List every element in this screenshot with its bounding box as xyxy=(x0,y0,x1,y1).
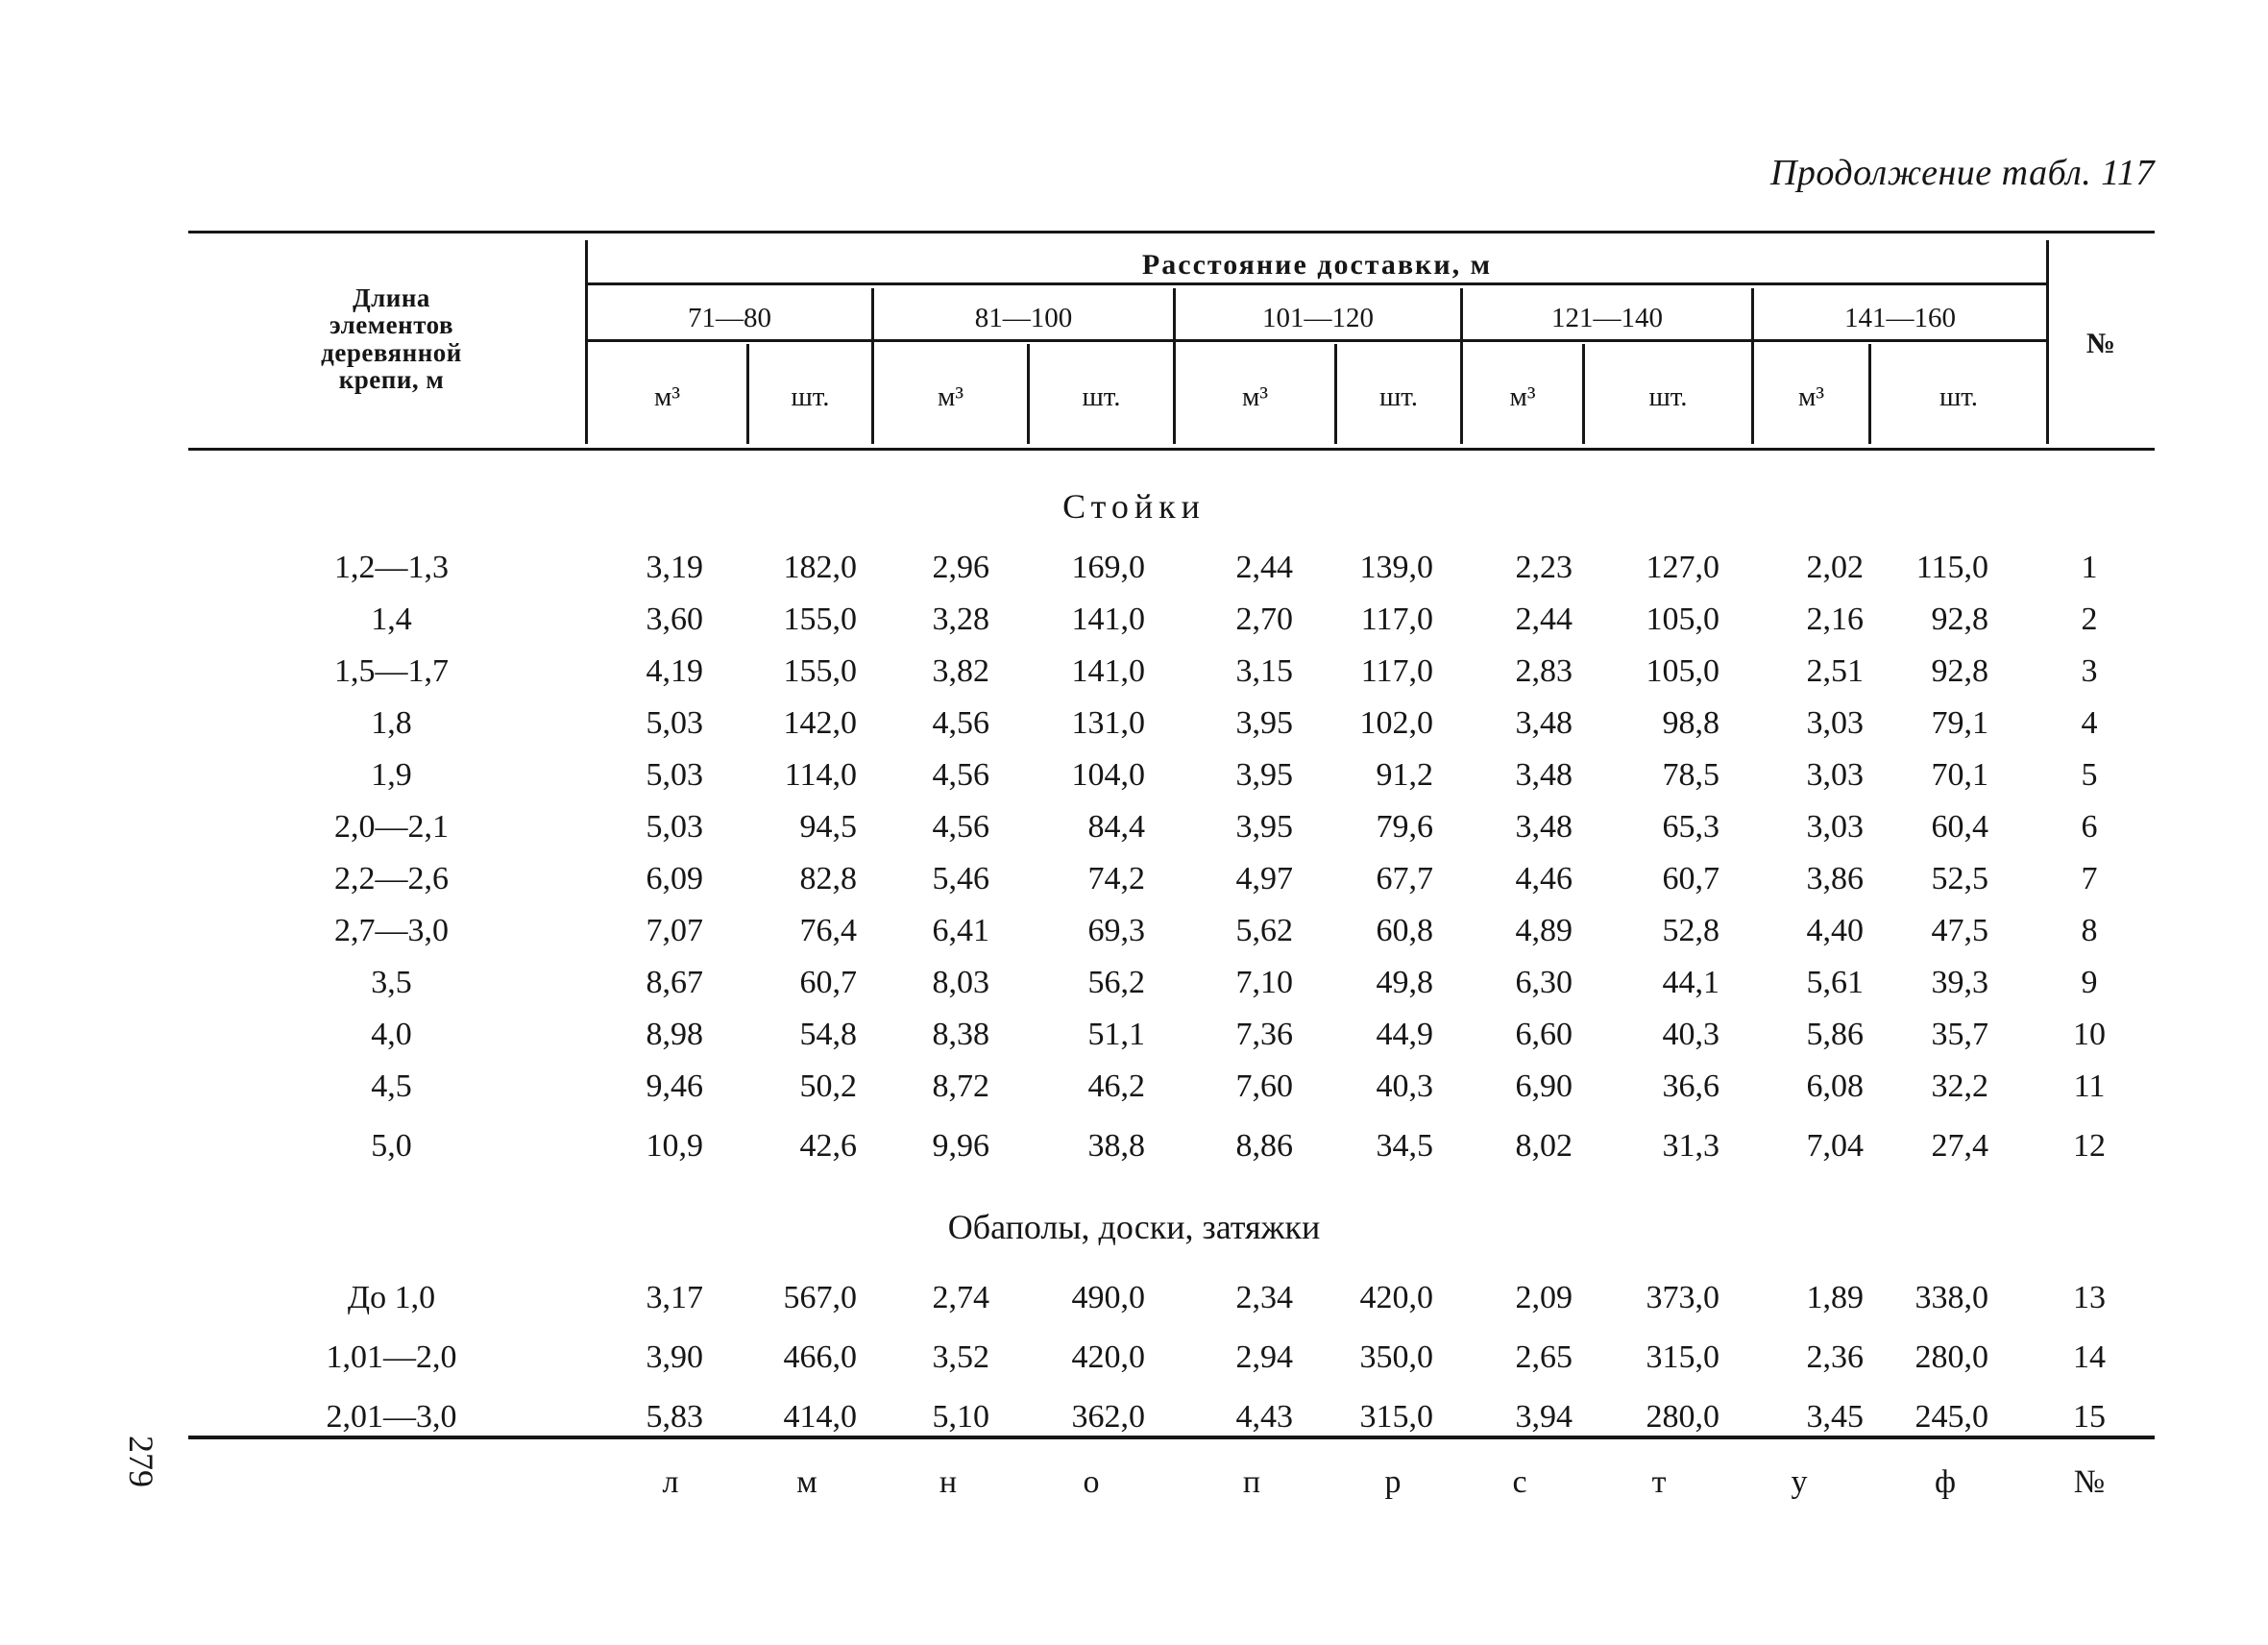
volume-m3-cell: 2,09 xyxy=(1515,1280,1573,1315)
pieces-cell: 414,0 xyxy=(783,1399,857,1435)
section-title: Стойки xyxy=(1062,487,1206,526)
volume-m3-cell: 3,48 xyxy=(1515,809,1573,845)
unit-m3: м³ xyxy=(1241,381,1269,412)
length-cell: 3,5 xyxy=(371,965,412,1000)
pieces-cell: 40,3 xyxy=(1376,1068,1433,1104)
table-row xyxy=(0,907,2268,955)
column-letter: т xyxy=(1651,1464,1667,1500)
unit-m3: м³ xyxy=(653,381,681,412)
volume-m3-cell: 6,09 xyxy=(646,861,703,896)
column-letter-number: № xyxy=(2073,1464,2106,1500)
volume-m3-cell: 3,45 xyxy=(1806,1399,1864,1435)
volume-m3-cell: 6,08 xyxy=(1806,1068,1864,1104)
pieces-cell: 127,0 xyxy=(1646,550,1719,585)
pieces-cell: 47,5 xyxy=(1931,913,1988,948)
pieces-cell: 42,6 xyxy=(799,1128,857,1164)
row-number-cell: 15 xyxy=(2073,1399,2106,1435)
volume-m3-cell: 4,97 xyxy=(1235,861,1293,896)
volume-m3-cell: 2,44 xyxy=(1515,602,1573,637)
pieces-cell: 51,1 xyxy=(1087,1017,1145,1052)
unit-pcs: шт. xyxy=(1378,381,1419,412)
table-row xyxy=(0,751,2268,799)
column-letter: о xyxy=(1083,1464,1100,1500)
length-cell: 2,2—2,6 xyxy=(334,861,449,896)
volume-m3-cell: 4,56 xyxy=(932,757,989,793)
volume-m3-cell: 4,43 xyxy=(1235,1399,1293,1435)
pieces-cell: 38,8 xyxy=(1087,1128,1145,1164)
volume-m3-cell: 4,40 xyxy=(1806,913,1864,948)
table-row xyxy=(0,1274,2268,1322)
volume-m3-cell: 2,51 xyxy=(1806,653,1864,689)
pieces-cell: 141,0 xyxy=(1071,653,1145,689)
volume-m3-cell: 6,30 xyxy=(1515,965,1573,1000)
column-letter: н xyxy=(939,1464,958,1500)
row-number-cell: 3 xyxy=(2081,653,2098,689)
length-cell: 1,2—1,3 xyxy=(334,550,449,585)
pieces-cell: 46,2 xyxy=(1087,1068,1145,1104)
table-row xyxy=(0,596,2268,644)
pieces-cell: 34,5 xyxy=(1376,1128,1433,1164)
table-row xyxy=(0,700,2268,748)
volume-m3-cell: 8,67 xyxy=(646,965,703,1000)
pieces-cell: 91,2 xyxy=(1376,757,1433,793)
pieces-cell: 82,8 xyxy=(799,861,857,896)
table-caption: Продолжение табл. 117 xyxy=(1769,153,2155,193)
volume-m3-cell: 3,03 xyxy=(1806,809,1864,845)
pieces-cell: 44,1 xyxy=(1662,965,1719,1000)
unit-pcs: шт. xyxy=(1082,381,1121,412)
volume-m3-cell: 3,90 xyxy=(646,1339,703,1375)
section-title: Обаполы, доски, затяжки xyxy=(947,1208,1321,1246)
page-number: 279 xyxy=(122,1436,160,1487)
volume-m3-cell: 3,94 xyxy=(1515,1399,1573,1435)
volume-m3-cell: 4,56 xyxy=(932,705,989,741)
pieces-cell: 362,0 xyxy=(1071,1399,1145,1435)
group-underline xyxy=(588,282,2046,285)
range-header-121-140: 121—140 xyxy=(1551,303,1663,333)
length-cell: 1,9 xyxy=(371,757,412,793)
pieces-cell: 141,0 xyxy=(1071,602,1145,637)
pieces-cell: 76,4 xyxy=(799,913,857,948)
unit-pcs: шт. xyxy=(1648,381,1688,412)
pieces-cell: 44,9 xyxy=(1376,1017,1433,1052)
volume-m3-cell: 2,70 xyxy=(1235,602,1293,637)
pieces-cell: 420,0 xyxy=(1359,1280,1433,1315)
range-underline xyxy=(588,339,2046,342)
volume-m3-cell: 3,19 xyxy=(646,550,703,585)
volume-m3-cell: 5,03 xyxy=(646,809,703,845)
table-row xyxy=(0,1334,2268,1382)
volume-m3-cell: 7,60 xyxy=(1235,1068,1293,1104)
volume-m3-cell: 3,17 xyxy=(646,1280,703,1315)
table-row xyxy=(0,959,2268,1007)
pieces-cell: 60,8 xyxy=(1376,913,1433,948)
column-letter: у xyxy=(1791,1464,1808,1500)
pieces-cell: 280,0 xyxy=(1914,1339,1988,1375)
number-column-header: № xyxy=(2085,328,2118,359)
volume-m3-cell: 5,10 xyxy=(932,1399,989,1435)
pieces-cell: 32,2 xyxy=(1931,1068,1988,1104)
volume-m3-cell: 2,16 xyxy=(1806,602,1864,637)
length-column-header: Длина элементов деревянной крепи, м xyxy=(321,283,462,395)
row-number-cell: 7 xyxy=(2081,861,2098,896)
pieces-cell: 155,0 xyxy=(783,653,857,689)
volume-m3-cell: 3,82 xyxy=(932,653,989,689)
volume-m3-cell: 2,36 xyxy=(1806,1339,1864,1375)
pieces-cell: 104,0 xyxy=(1071,757,1145,793)
table-row xyxy=(0,1122,2268,1170)
pieces-cell: 182,0 xyxy=(783,550,857,585)
top-rule xyxy=(188,231,2155,233)
pieces-cell: 60,4 xyxy=(1931,809,1988,845)
volume-m3-cell: 5,61 xyxy=(1806,965,1864,1000)
volume-m3-cell: 2,74 xyxy=(932,1280,989,1315)
pieces-cell: 56,2 xyxy=(1087,965,1145,1000)
pieces-cell: 60,7 xyxy=(1662,861,1719,896)
volume-m3-cell: 3,95 xyxy=(1235,809,1293,845)
volume-m3-cell: 9,46 xyxy=(646,1068,703,1104)
pieces-cell: 84,4 xyxy=(1087,809,1145,845)
unit-pcs: шт. xyxy=(1939,381,1979,412)
volume-m3-cell: 5,62 xyxy=(1235,913,1293,948)
length-cell: 2,01—3,0 xyxy=(326,1399,457,1435)
volume-m3-cell: 6,90 xyxy=(1515,1068,1573,1104)
volume-m3-cell: 5,03 xyxy=(646,757,703,793)
pieces-cell: 27,4 xyxy=(1931,1128,1988,1164)
pieces-cell: 102,0 xyxy=(1359,705,1433,741)
row-number-cell: 14 xyxy=(2073,1339,2106,1375)
pieces-cell: 466,0 xyxy=(783,1339,857,1375)
row-number-cell: 6 xyxy=(2081,809,2098,845)
volume-m3-cell: 3,03 xyxy=(1806,705,1864,741)
table-row xyxy=(0,1011,2268,1059)
distance-group-header: Расстояние доставки, м xyxy=(1141,249,1493,281)
volume-m3-cell: 2,23 xyxy=(1515,550,1573,585)
pieces-cell: 105,0 xyxy=(1646,653,1719,689)
pieces-cell: 54,8 xyxy=(799,1017,857,1052)
pieces-cell: 117,0 xyxy=(1360,602,1433,637)
volume-m3-cell: 2,83 xyxy=(1515,653,1573,689)
table-row xyxy=(0,544,2268,592)
row-number-cell: 13 xyxy=(2073,1280,2106,1315)
volume-m3-cell: 8,02 xyxy=(1515,1128,1573,1164)
volume-m3-cell: 3,95 xyxy=(1235,705,1293,741)
volume-m3-cell: 2,44 xyxy=(1235,550,1293,585)
volume-m3-cell: 7,07 xyxy=(646,913,703,948)
pieces-cell: 280,0 xyxy=(1646,1399,1719,1435)
row-number-cell: 8 xyxy=(2081,913,2098,948)
pieces-cell: 490,0 xyxy=(1071,1280,1145,1315)
pieces-cell: 115,0 xyxy=(1915,550,1988,585)
volume-m3-cell: 7,10 xyxy=(1235,965,1293,1000)
pieces-cell: 69,3 xyxy=(1087,913,1145,948)
range-header-81-100: 81—100 xyxy=(974,303,1073,333)
row-number-cell: 1 xyxy=(2081,550,2098,585)
pieces-cell: 94,5 xyxy=(799,809,857,845)
length-cell: До 1,0 xyxy=(347,1280,436,1315)
table-row xyxy=(0,648,2268,696)
volume-m3-cell: 7,36 xyxy=(1235,1017,1293,1052)
length-cell: 5,0 xyxy=(371,1128,412,1164)
length-cell: 1,5—1,7 xyxy=(334,653,449,689)
header-bottom-rule xyxy=(188,448,2155,451)
unit-m3: м³ xyxy=(1509,381,1536,412)
pieces-cell: 31,3 xyxy=(1662,1128,1719,1164)
pieces-cell: 245,0 xyxy=(1914,1399,1988,1435)
unit-pcs: шт. xyxy=(791,381,830,412)
column-letters-row xyxy=(0,1459,2268,1507)
row-number-cell: 5 xyxy=(2081,757,2098,793)
column-letter: п xyxy=(1242,1464,1261,1500)
range-header-141-160: 141—160 xyxy=(1844,303,1956,333)
volume-m3-cell: 2,34 xyxy=(1235,1280,1293,1315)
pieces-cell: 65,3 xyxy=(1662,809,1719,845)
pieces-cell: 169,0 xyxy=(1071,550,1145,585)
volume-m3-cell: 5,46 xyxy=(932,861,989,896)
volume-m3-cell: 8,98 xyxy=(646,1017,703,1052)
pieces-cell: 567,0 xyxy=(783,1280,857,1315)
pieces-cell: 39,3 xyxy=(1931,965,1988,1000)
pieces-cell: 131,0 xyxy=(1071,705,1145,741)
unit-m3: м³ xyxy=(937,381,964,412)
pieces-cell: 67,7 xyxy=(1376,861,1433,896)
pieces-cell: 52,5 xyxy=(1931,861,1988,896)
table-row xyxy=(0,855,2268,903)
volume-m3-cell: 3,15 xyxy=(1235,653,1293,689)
pieces-cell: 74,2 xyxy=(1087,861,1145,896)
pieces-cell: 92,8 xyxy=(1931,602,1988,637)
volume-m3-cell: 8,86 xyxy=(1235,1128,1293,1164)
pieces-cell: 338,0 xyxy=(1914,1280,1988,1315)
row-number-cell: 9 xyxy=(2081,965,2098,1000)
pieces-cell: 49,8 xyxy=(1376,965,1433,1000)
table-row xyxy=(0,1393,2268,1441)
row-number-cell: 2 xyxy=(2081,602,2098,637)
pieces-cell: 40,3 xyxy=(1662,1017,1719,1052)
volume-m3-cell: 8,03 xyxy=(932,965,989,1000)
column-letter: ф xyxy=(1934,1464,1957,1500)
volume-m3-cell: 2,94 xyxy=(1235,1339,1293,1375)
pieces-cell: 373,0 xyxy=(1646,1280,1719,1315)
pieces-cell: 315,0 xyxy=(1646,1339,1719,1375)
volume-m3-cell: 3,95 xyxy=(1235,757,1293,793)
volume-m3-cell: 6,41 xyxy=(932,913,989,948)
length-cell: 2,0—2,1 xyxy=(334,809,449,845)
pieces-cell: 79,6 xyxy=(1376,809,1433,845)
column-letter: л xyxy=(662,1464,679,1500)
volume-m3-cell: 3,28 xyxy=(932,602,989,637)
pieces-cell: 350,0 xyxy=(1359,1339,1433,1375)
volume-m3-cell: 8,72 xyxy=(932,1068,989,1104)
volume-m3-cell: 1,89 xyxy=(1806,1280,1864,1315)
row-number-cell: 12 xyxy=(2073,1128,2106,1164)
volume-m3-cell: 3,03 xyxy=(1806,757,1864,793)
pieces-cell: 79,1 xyxy=(1931,705,1988,741)
volume-m3-cell: 6,60 xyxy=(1515,1017,1573,1052)
pieces-cell: 117,0 xyxy=(1360,653,1433,689)
pieces-cell: 315,0 xyxy=(1359,1399,1433,1435)
volume-m3-cell: 4,56 xyxy=(932,809,989,845)
volume-m3-cell: 8,38 xyxy=(932,1017,989,1052)
unit-m3: м³ xyxy=(1797,381,1825,412)
length-cell: 1,01—2,0 xyxy=(326,1339,457,1375)
pieces-cell: 60,7 xyxy=(799,965,857,1000)
pieces-cell: 155,0 xyxy=(783,602,857,637)
length-cell: 2,7—3,0 xyxy=(334,913,449,948)
pieces-cell: 114,0 xyxy=(784,757,857,793)
volume-m3-cell: 3,60 xyxy=(646,602,703,637)
pieces-cell: 98,8 xyxy=(1662,705,1719,741)
volume-m3-cell: 5,03 xyxy=(646,705,703,741)
row-number-cell: 11 xyxy=(2073,1068,2106,1104)
volume-m3-cell: 2,02 xyxy=(1806,550,1864,585)
volume-m3-cell: 4,46 xyxy=(1515,861,1573,896)
pieces-cell: 105,0 xyxy=(1646,602,1719,637)
pieces-cell: 142,0 xyxy=(783,705,857,741)
pieces-cell: 36,6 xyxy=(1662,1068,1719,1104)
pieces-cell: 139,0 xyxy=(1359,550,1433,585)
volume-m3-cell: 3,48 xyxy=(1515,757,1573,793)
length-cell: 4,0 xyxy=(371,1017,412,1052)
length-cell: 1,4 xyxy=(371,602,412,637)
range-header-101-120: 101—120 xyxy=(1262,303,1374,333)
volume-m3-cell: 10,9 xyxy=(646,1128,703,1164)
row-number-cell: 10 xyxy=(2073,1017,2106,1052)
volume-m3-cell: 4,89 xyxy=(1515,913,1573,948)
pieces-cell: 78,5 xyxy=(1662,757,1719,793)
pieces-cell: 35,7 xyxy=(1931,1017,1988,1052)
range-header-71-80: 71—80 xyxy=(688,303,771,333)
row-number-cell: 4 xyxy=(2081,705,2098,741)
volume-m3-cell: 7,04 xyxy=(1806,1128,1864,1164)
volume-m3-cell: 3,48 xyxy=(1515,705,1573,741)
volume-m3-cell: 3,52 xyxy=(932,1339,989,1375)
pieces-cell: 52,8 xyxy=(1662,913,1719,948)
volume-m3-cell: 5,86 xyxy=(1806,1017,1864,1052)
volume-m3-cell: 2,96 xyxy=(932,550,989,585)
table-row xyxy=(0,1063,2268,1111)
pieces-cell: 420,0 xyxy=(1071,1339,1145,1375)
column-letter: м xyxy=(796,1464,817,1500)
column-letter: р xyxy=(1384,1464,1402,1500)
volume-m3-cell: 3,86 xyxy=(1806,861,1864,896)
volume-m3-cell: 5,83 xyxy=(646,1399,703,1435)
length-cell: 4,5 xyxy=(371,1068,412,1104)
volume-m3-cell: 2,65 xyxy=(1515,1339,1573,1375)
volume-m3-cell: 9,96 xyxy=(932,1128,989,1164)
pieces-cell: 50,2 xyxy=(799,1068,857,1104)
table-row xyxy=(0,803,2268,851)
column-letter: с xyxy=(1512,1464,1527,1500)
length-cell: 1,8 xyxy=(371,705,412,741)
volume-m3-cell: 4,19 xyxy=(646,653,703,689)
pieces-cell: 92,8 xyxy=(1931,653,1988,689)
pieces-cell: 70,1 xyxy=(1931,757,1988,793)
